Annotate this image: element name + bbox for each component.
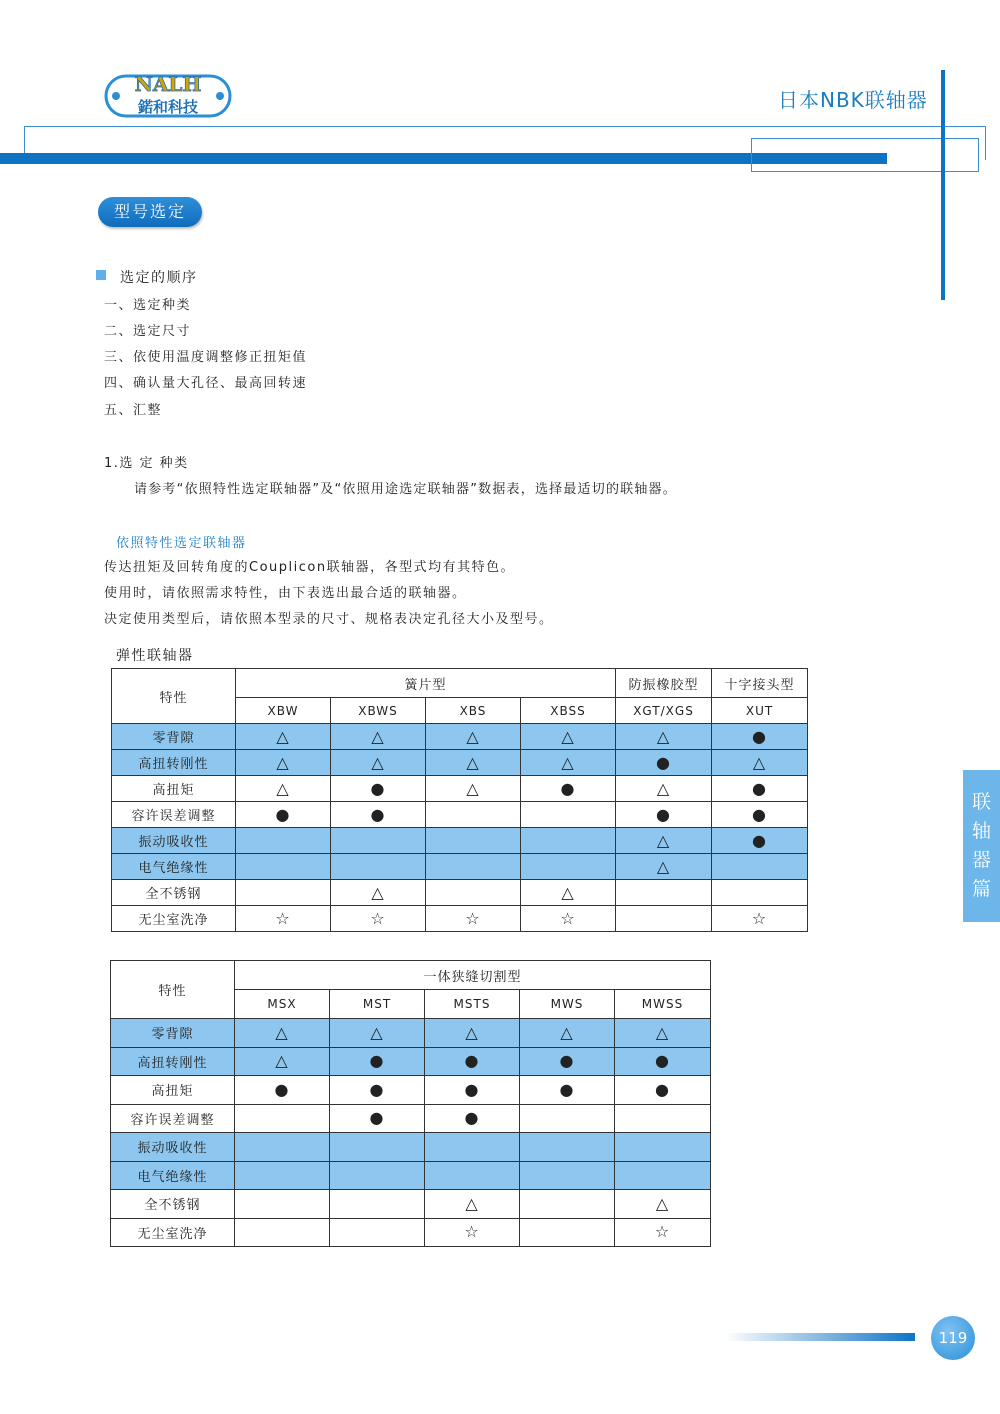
property-label: 全不锈钢 — [112, 880, 236, 906]
table-row — [112, 828, 808, 854]
company-logo — [104, 70, 232, 120]
rating-cell: ● — [425, 1104, 520, 1133]
rating-cell — [235, 1161, 330, 1190]
model-header: XBS — [426, 698, 521, 724]
rating-cell: △ — [236, 724, 331, 750]
side-tab-char: 篇 — [971, 878, 991, 900]
rating-cell: ● — [521, 776, 616, 802]
rating-cell: △ — [236, 750, 331, 776]
rating-cell: ☆ — [236, 906, 331, 932]
rating-cell: ☆ — [426, 906, 521, 932]
group-header: 防振橡胶型 — [616, 669, 712, 698]
step1-text: 请参考“依照特性选定联轴器”及“依照用途选定联轴器”数据表，选择最适切的联轴器。 — [134, 482, 677, 497]
characteristics-line: 决定使用类型后，请依照本型录的尺寸、规格表决定孔径大小及型号。 — [104, 612, 554, 627]
rating-cell: △ — [521, 750, 616, 776]
rating-cell — [235, 1133, 330, 1162]
rating-cell: △ — [520, 1019, 615, 1048]
side-tab-char: 轴 — [971, 820, 991, 842]
model-header: XUT — [712, 698, 808, 724]
table-row — [111, 1076, 711, 1105]
rating-cell: △ — [331, 880, 426, 906]
rating-cell — [331, 854, 426, 880]
rating-cell: ☆ — [521, 906, 616, 932]
group-header: 十字接头型 — [712, 669, 808, 698]
rating-cell — [235, 1218, 330, 1247]
rating-cell: ☆ — [331, 906, 426, 932]
rating-cell — [425, 1161, 520, 1190]
rating-cell: △ — [331, 750, 426, 776]
property-label: 高扭转刚性 — [112, 750, 236, 776]
rating-cell — [712, 854, 808, 880]
section-title: 型号选定 — [98, 197, 202, 227]
model-header: MSTS — [425, 990, 520, 1019]
side-tab-char: 器 — [971, 849, 991, 871]
rating-cell: ● — [712, 776, 808, 802]
table-row — [112, 802, 808, 828]
table-row — [112, 724, 808, 750]
rating-cell: △ — [616, 724, 712, 750]
table-row — [111, 1190, 711, 1219]
rating-cell — [330, 1190, 425, 1219]
rating-cell — [520, 1190, 615, 1219]
rating-cell: △ — [235, 1019, 330, 1048]
procedure-step: 一、选定种类 — [104, 298, 192, 313]
rating-cell: △ — [425, 1019, 520, 1048]
rating-cell — [235, 1104, 330, 1133]
property-label: 高扭矩 — [112, 776, 236, 802]
rating-cell — [520, 1104, 615, 1133]
rating-cell: △ — [330, 1019, 425, 1048]
rating-cell: △ — [615, 1019, 711, 1048]
prop-header: 特性 — [111, 961, 235, 1019]
table-row — [112, 906, 808, 932]
rating-cell: △ — [331, 724, 426, 750]
rating-cell — [426, 880, 521, 906]
rating-cell: △ — [712, 750, 808, 776]
rating-cell: △ — [426, 750, 521, 776]
prop-header: 特性 — [112, 669, 236, 724]
rating-cell: ● — [520, 1076, 615, 1105]
rating-cell: ● — [330, 1104, 425, 1133]
characteristics-subtitle: 依照特性选定联轴器 — [116, 536, 247, 551]
page-number: 119 — [931, 1316, 975, 1360]
table-row — [111, 1104, 711, 1133]
rating-cell — [615, 1104, 711, 1133]
rating-cell — [331, 828, 426, 854]
model-header: MWSS — [615, 990, 711, 1019]
logo-text: NALH — [134, 72, 202, 96]
rating-cell — [616, 906, 712, 932]
procedure-step: 四、确认量大孔径、最高回转速 — [104, 376, 308, 391]
table-row — [112, 880, 808, 906]
rating-cell: ● — [615, 1076, 711, 1105]
rating-cell: △ — [235, 1047, 330, 1076]
rating-cell: △ — [236, 776, 331, 802]
group-header: 一体狭缝切割型 — [235, 961, 711, 990]
rating-cell: △ — [616, 828, 712, 854]
side-tab-char: 联 — [971, 791, 991, 813]
rating-cell — [616, 880, 712, 906]
model-header: XGT/XGS — [616, 698, 712, 724]
rating-cell: ● — [331, 776, 426, 802]
rating-cell: △ — [616, 854, 712, 880]
rating-cell: △ — [425, 1190, 520, 1219]
rating-cell: ● — [712, 802, 808, 828]
table-row — [112, 854, 808, 880]
rating-cell: ● — [331, 802, 426, 828]
rating-cell: △ — [616, 776, 712, 802]
property-label: 电气绝缘性 — [112, 854, 236, 880]
rating-cell — [236, 880, 331, 906]
property-label: 全不锈钢 — [111, 1190, 235, 1219]
rating-cell — [521, 802, 616, 828]
rating-cell: △ — [426, 776, 521, 802]
logo-sub: 鍩和科技 — [137, 98, 199, 116]
property-label: 零背隙 — [111, 1019, 235, 1048]
rating-cell — [520, 1161, 615, 1190]
rating-cell — [520, 1133, 615, 1162]
table-row — [111, 1161, 711, 1190]
procedure-step: 三、依使用温度调整修正扭矩值 — [104, 350, 308, 365]
rating-cell: ● — [616, 802, 712, 828]
rating-cell: △ — [615, 1190, 711, 1219]
rating-cell — [521, 854, 616, 880]
rating-cell: ● — [712, 828, 808, 854]
slit-coupling-table — [110, 960, 711, 1247]
model-header: XBW — [236, 698, 331, 724]
property-label: 容许误差调整 — [112, 802, 236, 828]
rating-cell: ● — [330, 1047, 425, 1076]
rating-cell: ☆ — [425, 1218, 520, 1247]
rating-cell: ● — [425, 1047, 520, 1076]
rating-cell: ● — [235, 1076, 330, 1105]
rating-cell — [330, 1161, 425, 1190]
property-label: 高扭转刚性 — [111, 1047, 235, 1076]
table-row — [111, 1047, 711, 1076]
rating-cell — [426, 802, 521, 828]
table-row — [111, 1218, 711, 1247]
procedure-heading: 选定的顺序 — [120, 270, 198, 286]
property-label: 振动吸收性 — [112, 828, 236, 854]
rating-cell — [520, 1218, 615, 1247]
procedure-step: 二、选定尺寸 — [104, 324, 192, 339]
rating-cell: △ — [521, 880, 616, 906]
rating-cell — [236, 828, 331, 854]
table-row — [112, 776, 808, 802]
property-label: 容许误差调整 — [111, 1104, 235, 1133]
table-row — [111, 1133, 711, 1162]
rating-cell — [235, 1190, 330, 1219]
model-header: MST — [330, 990, 425, 1019]
rating-cell — [615, 1161, 711, 1190]
rating-cell — [426, 828, 521, 854]
rating-cell: ● — [615, 1047, 711, 1076]
header-vertical-rule — [941, 70, 945, 300]
rating-cell — [330, 1133, 425, 1162]
header-title: 日本NBK联轴器 — [778, 88, 928, 112]
elastic-coupling-table — [111, 668, 808, 932]
rating-cell: ● — [520, 1047, 615, 1076]
rating-cell — [425, 1133, 520, 1162]
rating-cell — [426, 854, 521, 880]
property-label: 无尘室洗净 — [112, 906, 236, 932]
group-header: 簧片型 — [236, 669, 616, 698]
rating-cell — [615, 1133, 711, 1162]
characteristics-line: 使用时，请依照需求特性，由下表选出最合适的联轴器。 — [104, 586, 467, 601]
property-label: 零背隙 — [112, 724, 236, 750]
model-header: XBWS — [331, 698, 426, 724]
rating-cell: ☆ — [615, 1218, 711, 1247]
chapter-side-tab — [963, 770, 1000, 922]
rating-cell — [330, 1218, 425, 1247]
table-row — [112, 750, 808, 776]
property-label: 振动吸收性 — [111, 1133, 235, 1162]
rating-cell — [712, 880, 808, 906]
page-number-bar — [725, 1333, 915, 1341]
model-header: XBSS — [521, 698, 616, 724]
rating-cell: ● — [616, 750, 712, 776]
rating-cell: ☆ — [712, 906, 808, 932]
model-header: MWS — [520, 990, 615, 1019]
rating-cell: ● — [425, 1076, 520, 1105]
table1-caption: 弹性联轴器 — [116, 648, 194, 664]
step1-title: 1.选 定 种类 — [104, 456, 189, 471]
bullet-square-icon — [96, 270, 106, 280]
property-label: 无尘室洗净 — [111, 1218, 235, 1247]
property-label: 高扭矩 — [111, 1076, 235, 1105]
rating-cell: ● — [236, 802, 331, 828]
rating-cell — [521, 828, 616, 854]
rating-cell: △ — [521, 724, 616, 750]
rating-cell: ● — [712, 724, 808, 750]
characteristics-line: 传达扭矩及回转角度的Couplicon联轴器，各型式均有其特色。 — [104, 560, 516, 575]
rating-cell: ● — [330, 1076, 425, 1105]
table-row — [111, 1019, 711, 1048]
procedure-step: 五、汇整 — [104, 403, 163, 418]
model-header: MSX — [235, 990, 330, 1019]
property-label: 电气绝缘性 — [111, 1161, 235, 1190]
rating-cell: △ — [426, 724, 521, 750]
rating-cell — [236, 854, 331, 880]
